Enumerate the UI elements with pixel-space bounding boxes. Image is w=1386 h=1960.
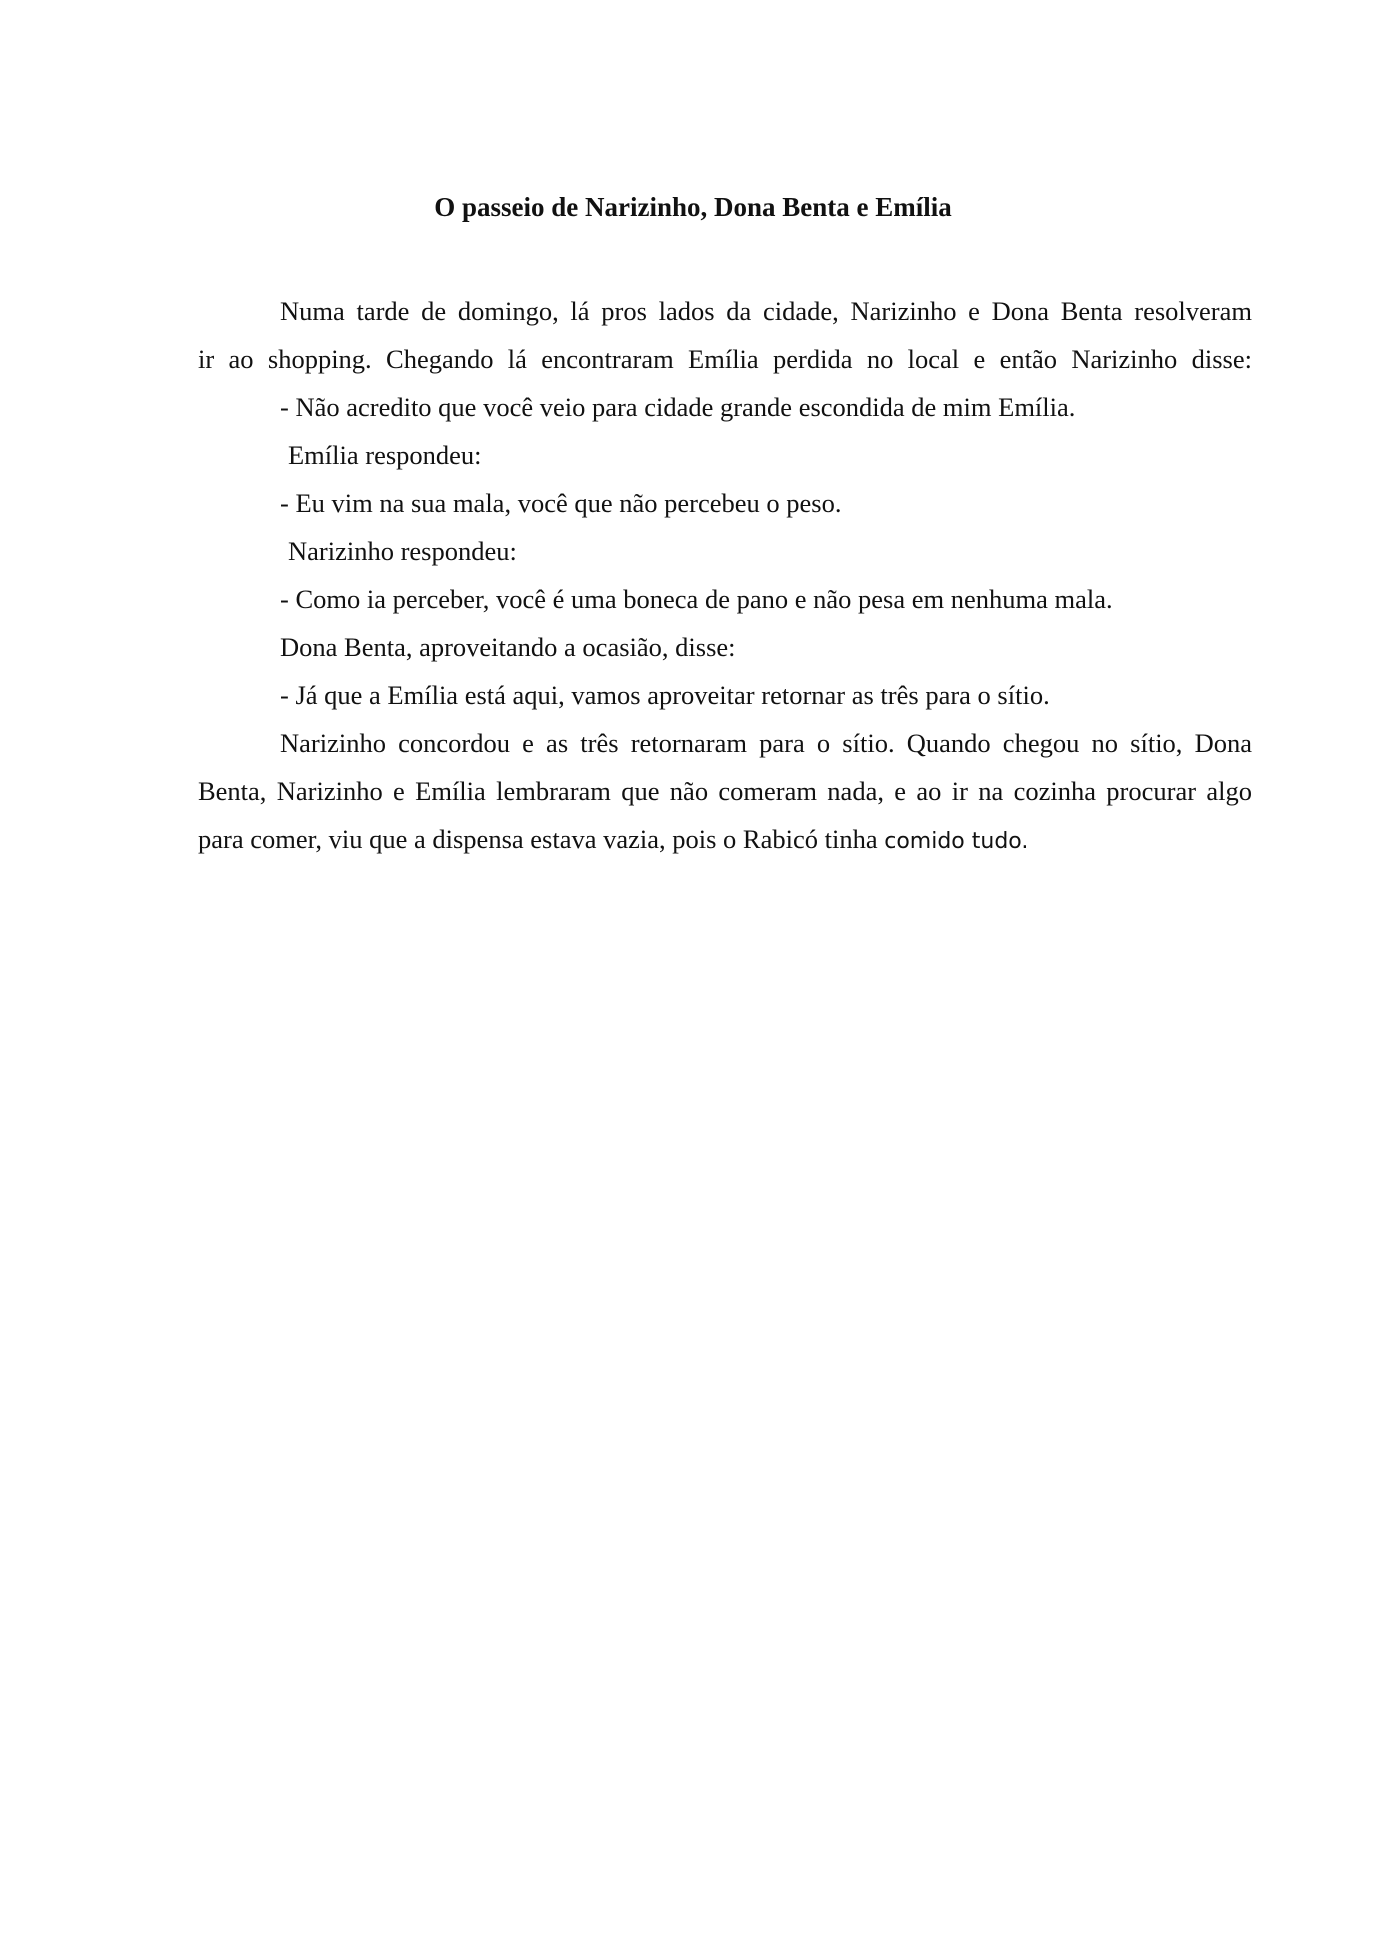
dialogue-line-3: - Como ia perceber, você é uma boneca de pano e não pesa em nenhuma mala. (280, 584, 1113, 614)
paragraph-line-5-text: para comer, viu que a dispensa estava vazia, pois o Rabicó tinha (198, 824, 878, 854)
paragraph-line-3: Narizinho concordou e as três retornaram para o sítio. Quando chegou no sítio, Dona (280, 728, 1252, 758)
paragraph-line-2: ir ao shopping. Chegando lá encontraram Emília perdida no local e então Narizinho disse: (198, 344, 1252, 374)
paragraph-line-5 (198, 826, 1028, 853)
speaker-line-1: Emília respondeu: (288, 440, 482, 470)
dialogue-line-1: - Não acredito que você veio para cidade grande escondida de mim Emília. (280, 392, 1076, 422)
paragraph-line-5-tail: comido tudo. (884, 829, 1029, 854)
dialogue-line-4: - Já que a Emília está aqui, vamos aproveitar retornar as três para o sítio. (280, 680, 1050, 710)
paragraph-line-4: Benta, Narizinho e Emília lembraram que não comeram nada, e ao ir na cozinha procurar algo (198, 776, 1252, 806)
speaker-line-2: Narizinho respondeu: (288, 536, 517, 566)
dialogue-line-2: - Eu vim na sua mala, você que não percebeu o peso. (280, 488, 842, 518)
speaker-line-3: Dona Benta, aproveitando a ocasião, disse: (280, 632, 736, 662)
document-title: O passeio de Narizinho, Dona Benta e Emília (434, 192, 952, 222)
paragraph-line-1: Numa tarde de domingo, lá pros lados da cidade, Narizinho e Dona Benta resolveram (280, 296, 1252, 326)
